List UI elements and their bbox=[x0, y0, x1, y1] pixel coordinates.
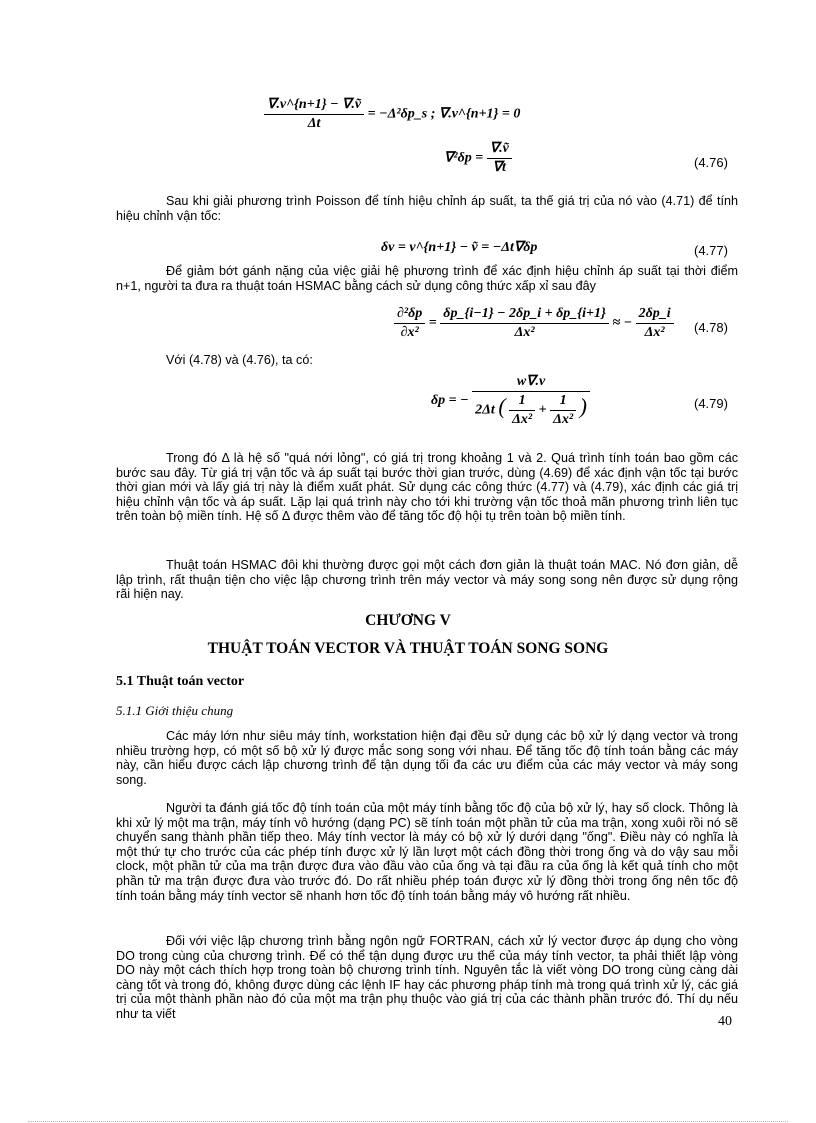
eq479-inner2-numer: 1 bbox=[559, 393, 567, 408]
eq476-numer2: ∇.ṽ bbox=[489, 141, 509, 156]
equation-4-79 bbox=[431, 375, 590, 427]
equation-4-76-line2 bbox=[444, 142, 512, 175]
eq479-number: (4.79) bbox=[694, 396, 728, 411]
eq479-inner1-numer: 1 bbox=[518, 393, 526, 408]
eq478-lhs-denom: ∂x² bbox=[394, 323, 425, 340]
paragraph-6: Các máy lớn như siêu máy tính, workstation hiện đại đều sử dụng các bộ xử lý dạng vector và trong nhiều trường hợp, có một số bộ xử lý được mắc song song với nhau. Để tăng tốc độ tính toán bằng các máy này, cần hiểu được cách lập chương trình để tận dụng tối đa các ưu điểm của các máy vector và máy song song. bbox=[116, 729, 738, 787]
eq479-numer: w∇.v bbox=[516, 374, 546, 389]
eq479-denom-prefix: 2Δt bbox=[475, 402, 495, 418]
paragraph-4: Trong đó Δ là hệ số "quá nới lỏng", có giá trị trong khoảng 1 và 2. Quá trình tính toán bao gồm các bước sau đây. Từ giá trị vận tốc và áp suất tại bước thời gian trước, dùng (4.69) để xác định vận tốc tại bước thời gian mới và lấy giá trị này là điểm xuất phát. Sử dụng các công thức (4.77) và (4.79), xác định các giá trị hiệu chỉnh vận tốc và áp suất. Lặp lại quá trình này cho tới khi trường vận tốc thoả mãn phương trình liên tục trên toàn bộ miền tính. Hệ số Δ được thêm vào để tăng tốc độ hội tụ trên toàn bộ miền tính. bbox=[116, 451, 738, 524]
eq476-rhs: = −Δ²δp_s ; ∇.v^{n+1} = 0 bbox=[367, 106, 521, 122]
subsection-heading: 5.1.1 Giới thiệu chung bbox=[116, 703, 234, 718]
eq478-mid-denom: Δx² bbox=[440, 323, 609, 340]
page-number: 40 bbox=[718, 1014, 732, 1029]
eq478-number: (4.78) bbox=[694, 320, 728, 335]
paragraph-7: Người ta đánh giá tốc độ tính toán của một máy tính bằng tốc độ của bộ xử lý, hay số clock. Thông là khi xử lý một ma trận, máy tính vô hướng (dạng PC) sẽ tính toán một phần tử của ma trận, xong xuôi rồi nó sẽ chuyển sang thành phần tiếp theo. Máy tính vector là máy có bộ xử lý dưới dạng "ống". Điều này có nghĩa là một thứ tự cho trước của các phép tính được xử lý lần lượt một cách đồng thời trong ống và do vậy sau mỗi clock, một phần tử của ma trận được đưa vào đầu vào của ống và tại đầu ra của ống là kết quả tính cho một phần tử ma trận được đưa vào trước đó. Do rất nhiều phép toán được xử lý đồng thời trong ống nên tốc độ tính toán bằng máy tính vector sẽ nhanh hơn tốc độ tính toán bằng máy vô hướng rất nhiều. bbox=[116, 801, 738, 903]
page-bottom-border bbox=[28, 1121, 788, 1122]
eq476-number: (4.76) bbox=[694, 155, 728, 170]
eq479-plus: + bbox=[538, 402, 547, 418]
chapter-title: THUẬT TOÁN VECTOR VÀ THUẬT TOÁN SONG SONG bbox=[207, 640, 609, 657]
eq478-lhs-numer: ∂²δp bbox=[397, 306, 423, 321]
eq478-mid-numer: δp_{i−1} − 2δp_i + δp_{i+1} bbox=[443, 306, 606, 321]
eq478-approx: ≈ − bbox=[612, 315, 633, 331]
equation-4-77: δv = v^{n+1} − ṽ = −Δt∇δp bbox=[381, 240, 538, 255]
eq476-denom: Δt bbox=[264, 114, 364, 131]
chapter-heading: CHƯƠNG V bbox=[365, 612, 451, 629]
equation-4-76-line1 bbox=[264, 98, 520, 131]
eq477-number: (4.77) bbox=[694, 243, 728, 258]
eq479-lhs: δp = − bbox=[431, 393, 469, 409]
paragraph-1: Sau khi giải phương trình Poisson để tính hiệu chỉnh áp suất, ta thế giá trị của nó vào (4.71) để tính hiệu chỉnh vận tốc: bbox=[116, 194, 738, 223]
paragraph-2: Để giảm bớt gánh nặng của việc giải hệ phương trình để xác định hiệu chỉnh áp suất tại thời điểm n+1, người ta đưa ra thuật toán HSMAC bằng cách sử dụng công thức xấp xỉ sau đây bbox=[116, 264, 738, 293]
eq479-denom: 2Δt ( $\frac{1}{\text{Δx²}}$ + $\frac{1}{\text{Δx²}}$ ) bbox=[472, 391, 590, 427]
eq476-denom2: ∇t bbox=[487, 158, 512, 175]
paragraph-5: Thuật toán HSMAC đôi khi thường được gọi một cách đơn giản là thuật toán MAC. Nó đơn giản, dễ lập trình, rất thuận tiện cho việc lập chương trình trên máy vector và máy song song nên được sử dụng rộng rãi hiện nay. bbox=[116, 558, 738, 602]
paragraph-8: Đối với việc lập chương trình bằng ngôn ngữ FORTRAN, cách xử lý vector được áp dụng cho vòng DO trong cùng của chương trình. Để có thể tận dụng được ưu thế của máy tính vector, ta phải thiết lập vòng DO này một cách thích hợp trong toàn bộ chương trình tính. Nguyên tắc là viết vòng DO trong cùng càng dài càng tốt và trong đó, không được dùng các lệnh IF hay các phương pháp tính mà trong quá trình xử lý, các giá trị của một thành phần nào đó của một ma trận phụ thuộc vào giá trị của các thành phần trước đó. Thí dụ nếu như ta viết bbox=[116, 934, 738, 1021]
eq476-numer: ∇.v^{n+1} − ∇.ṽ bbox=[267, 97, 362, 112]
eq479-inner2-denom: Δx² bbox=[550, 410, 576, 427]
eq478-rhs-denom: Δx² bbox=[636, 323, 674, 340]
eq476-lhs2: ∇²δp = bbox=[444, 150, 484, 166]
eq479-inner1-denom: Δx² bbox=[509, 410, 535, 427]
equation-4-78: $\frac{\text{∂²δp}}{\text{∂x²}}$ = $\frac{\delta p\_\{i-1\} - 2\delta p\_i + \delta p\_\{i+1\}}{\text{Δx²}}$ ≈ − $\frac{2\delta p\_i}{\text{Δx²}}$ bbox=[394, 307, 674, 340]
eq478-rhs-numer: 2δp_i bbox=[638, 306, 671, 321]
paragraph-3: Với (4.78) và (4.76), ta có: bbox=[166, 353, 313, 367]
section-heading: 5.1 Thuật toán vector bbox=[116, 674, 245, 689]
